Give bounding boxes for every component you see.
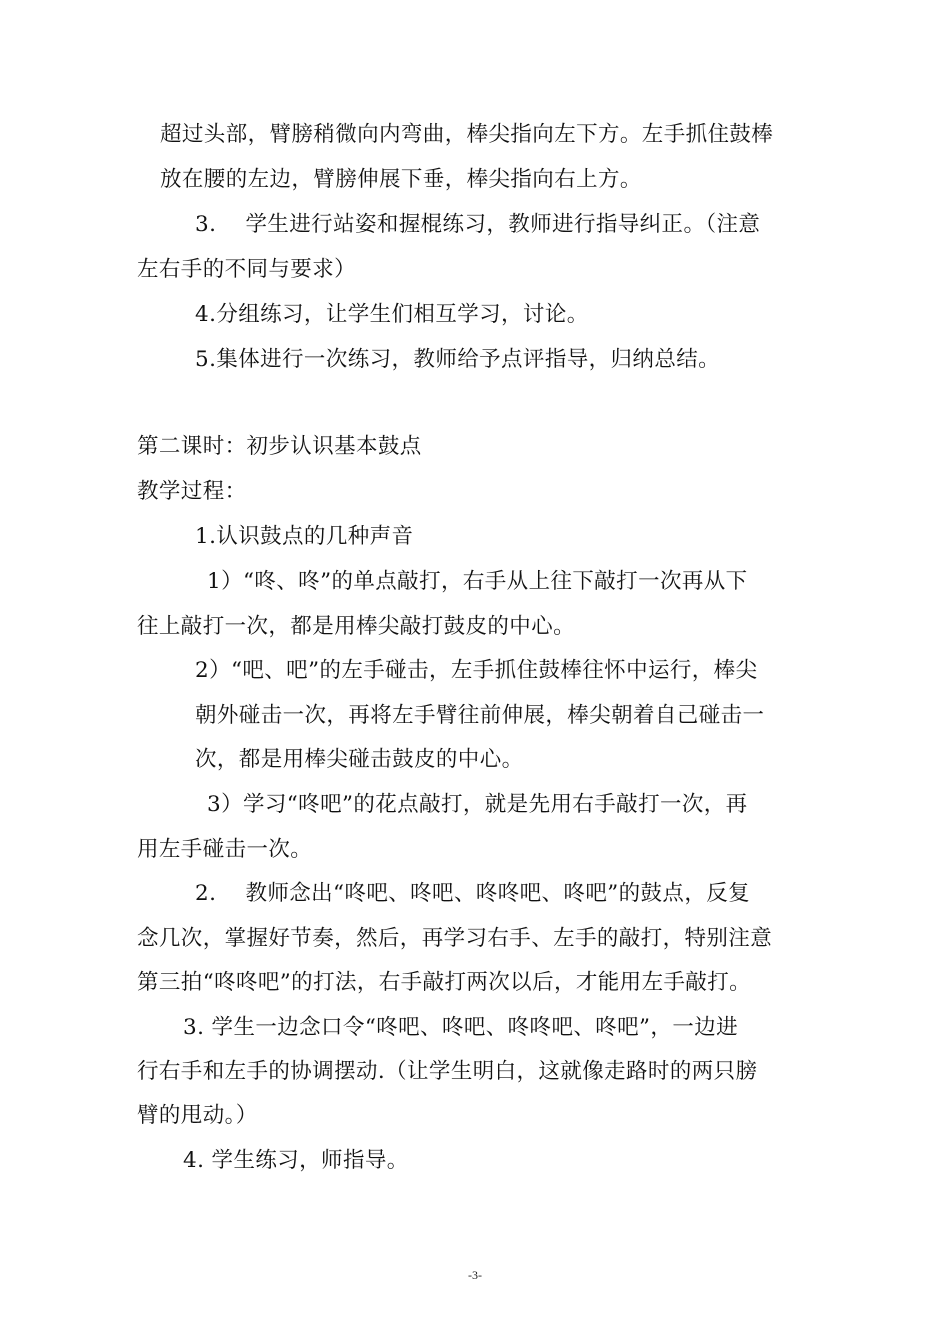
text-line: 4.分组练习，让学生们相互学习，讨论。 <box>195 302 589 327</box>
text-line: 2）“吧、吧”的左手碰击，左手抓住鼓棒往怀中运行，棒尖 <box>195 658 758 683</box>
text-line: 朝外碰击一次，再将左手臂往前伸展，棒尖朝着自己碰击一 <box>195 703 765 728</box>
text-line: 5.集体进行一次练习，教师给予点评指导，归纳总结。 <box>195 347 721 372</box>
text-line: 1.认识鼓点的几种声音 <box>195 524 414 549</box>
section-heading: 第二课时：初步认识基本鼓点 <box>137 434 422 459</box>
text-line: 第三拍“咚咚吧”的打法，右手敲打两次以后，才能用左手敲打。 <box>137 970 752 995</box>
text-line: 左右手的不同与要求） <box>137 257 357 282</box>
text-line: 用左手碰击一次。 <box>137 837 313 862</box>
text-line: 放在腰的左边，臂膀伸展下垂，棒尖指向右上方。 <box>160 167 642 192</box>
text-line: 念几次，掌握好节奏，然后，再学习右手、左手的敲打，特别注意 <box>137 926 773 951</box>
text-line: 2. 教师念出“咚吧、咚吧、咚咚吧、咚吧”的鼓点，反复 <box>195 881 751 906</box>
text-line: 1）“咚、咚”的单点敲打，右手从上往下敲打一次再从下 <box>207 569 748 594</box>
subheading: 教学过程： <box>137 479 247 504</box>
text-line: 4. 学生练习，师指导。 <box>183 1148 409 1173</box>
text-line: 3. 学生进行站姿和握棍练习，教师进行指导纠正。（注意 <box>195 212 761 237</box>
text-line: 次，都是用棒尖碰击鼓皮的中心。 <box>195 747 524 772</box>
page-number: -3- <box>468 1268 482 1282</box>
text-line: 超过头部，臂膀稍微向内弯曲，棒尖指向左下方。左手抓住鼓棒 <box>160 122 774 147</box>
text-line: 臂的甩动。） <box>137 1103 258 1128</box>
text-line: 3）学习“咚吧”的花点敲打，就是先用右手敲打一次，再 <box>207 792 748 817</box>
text-line: 往上敲打一次，都是用棒尖敲打鼓皮的中心。 <box>137 614 576 639</box>
text-line: 3. 学生一边念口令“咚吧、咚吧、咚咚吧、咚吧”，一边进 <box>183 1015 739 1040</box>
text-line: 行右手和左手的协调摆动.（让学生明白，这就像走路时的两只膀 <box>137 1059 758 1084</box>
